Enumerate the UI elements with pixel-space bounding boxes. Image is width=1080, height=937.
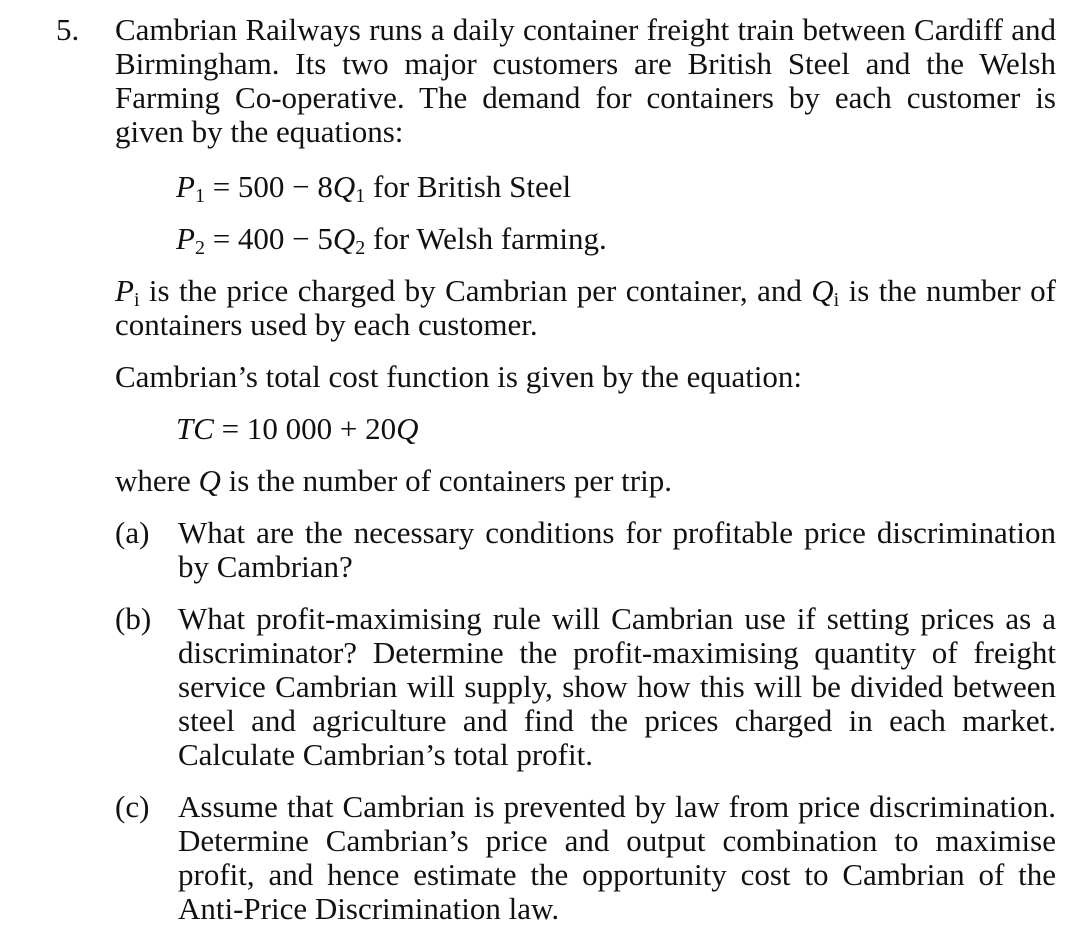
total-cost-rhs: = 10 000 + 20 bbox=[213, 411, 397, 446]
cost-function-intro: Cambrian’s total cost function is given by the equation: bbox=[115, 359, 803, 394]
part-a bbox=[115, 516, 1056, 584]
part-text: What profit-maximising rule will Cambrian use if setting prices as a discriminator? Determine the profit-maximising quantity of freight service Cambrian will supply, show how this will be divided between steel and agriculture and find the prices charged in each market. Calculate Cambrian’s total profit. bbox=[178, 601, 1056, 772]
definition-middle: is the price charged by Cambrian per container, and bbox=[139, 273, 812, 308]
equation-quantity-subscript: 1 bbox=[355, 185, 366, 207]
where-prefix: where bbox=[115, 463, 199, 498]
price-symbol: P bbox=[115, 273, 134, 308]
definition-end: is the number of containers used by each customer. bbox=[115, 273, 1057, 342]
equation-tail: for Welsh farming. bbox=[365, 221, 607, 256]
question-intro: Cambrian Railways runs a daily container freight train between Cardiff and Birmingham. Its two major customers are British Steel and the Welsh Farming Co-operative. The demand for containers by each customer is given by the equations: bbox=[115, 12, 1056, 149]
total-cost-quantity: Q bbox=[396, 411, 419, 446]
quantity-definition bbox=[115, 464, 1056, 498]
equation-rhs: = 400 − 5 bbox=[204, 221, 333, 256]
equation-subscript: 2 bbox=[194, 237, 205, 259]
demand-equation-british-steel bbox=[176, 169, 572, 207]
total-cost-equation bbox=[176, 412, 419, 446]
part-label: (b) bbox=[115, 601, 152, 636]
equation-variable: P bbox=[176, 169, 195, 204]
total-cost-symbol: TC bbox=[176, 411, 214, 446]
equation-tail: for British Steel bbox=[365, 169, 572, 204]
part-label: (a) bbox=[115, 515, 150, 550]
quantity-symbol: Q bbox=[811, 273, 834, 308]
demand-equation-welsh-farming bbox=[176, 221, 607, 259]
part-b bbox=[115, 602, 1056, 772]
part-text: Assume that Cambrian is prevented by law from price discrimination. Determine Cambrian’s price and output combination to maximise profit, and hence estimate the opportunity cost to Cambrian of the Anti-Price Discrimination law. bbox=[178, 789, 1056, 926]
part-text: What are the necessary conditions for profitable price discrimination by Cambrian? bbox=[178, 515, 1056, 584]
equation-variable: P bbox=[176, 221, 195, 256]
variable-definition bbox=[115, 274, 1056, 342]
part-label: (c) bbox=[115, 789, 150, 824]
equation-quantity: Q bbox=[332, 221, 356, 256]
equation-quantity-subscript: 2 bbox=[355, 237, 366, 259]
equation-quantity: Q bbox=[332, 169, 356, 204]
where-suffix: is the number of containers per trip. bbox=[220, 463, 672, 498]
equation-rhs: = 500 − 8 bbox=[204, 169, 333, 204]
price-subscript: i bbox=[133, 289, 140, 311]
question-number: 5. bbox=[56, 12, 80, 47]
equation-subscript: 1 bbox=[194, 185, 205, 207]
quantity-subscript: i bbox=[833, 289, 840, 311]
quantity-symbol: Q bbox=[198, 463, 221, 498]
part-c bbox=[115, 790, 1056, 926]
